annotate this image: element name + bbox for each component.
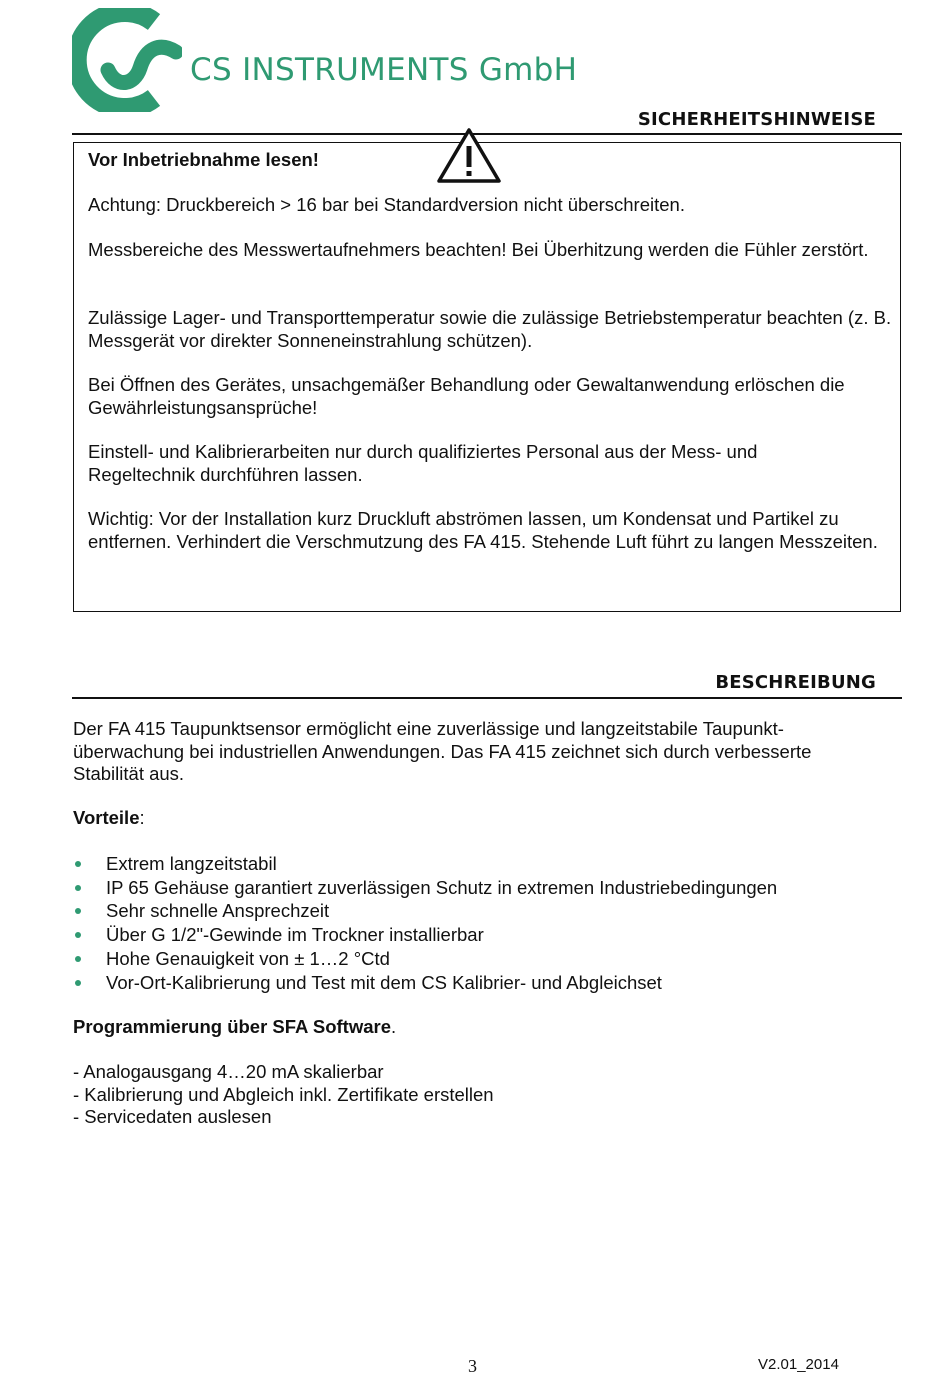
warning-triangle-icon xyxy=(436,127,502,185)
programming-heading xyxy=(73,1016,396,1039)
list-item xyxy=(73,971,777,995)
list-item-text: Vor-Ort-Kalibrierung und Test mit dem CS Kalibrier- und Abgleichset xyxy=(106,971,662,993)
programming-label: Programmierung über SFA Software xyxy=(73,1016,391,1037)
safety-heading: SICHERHEITSHINWEISE xyxy=(637,109,876,130)
safety-paragraph: Zulässige Lager- und Transporttemperatur sowie die zulässige Betriebstemperatur beachten (z. B. Messgerät vor direkter Sonneneinstrahlung schützen). xyxy=(88,307,892,351)
safety-paragraph: Wichtig: Vor der Installation kurz Druckluft abströmen lassen, um Kondensat und Partikel zu entfernen. Verhindert die Verschmutzung des FA 415. Stehende Luft führt zu langen Messzeiten. xyxy=(88,508,878,552)
description-intro: Der FA 415 Taupunktsensor ermöglicht eine zuverlässige und langzeitstabile Taupunkt-überwachung bei industriellen Anwendungen. Das FA 415 zeichnet sich durch verbesserte Stabilität aus. xyxy=(73,718,812,784)
bullet-icon xyxy=(75,908,81,914)
safety-paragraph: Bei Öffnen des Gerätes, unsachgemäßer Behandlung oder Gewaltanwendung erlöschen die Gewährleistungsansprüche! xyxy=(88,374,845,418)
company-name: CS INSTRUMENTS GmbH xyxy=(190,52,578,88)
list-item-text: Extrem langzeitstabil xyxy=(106,853,277,874)
safety-title: Vor Inbetriebnahme lesen! xyxy=(88,149,319,170)
advantages-list xyxy=(73,852,777,994)
version-label: V2.01_2014 xyxy=(758,1356,839,1373)
list-item-text: Über G 1/2"-Gewinde im Trockner installierbar xyxy=(106,924,484,946)
safety-paragraph: Achtung: Druckbereich > 16 bar bei Standardversion nicht überschreiten. xyxy=(88,194,685,215)
list-item xyxy=(73,947,777,971)
cs-logo-icon xyxy=(72,8,182,112)
list-item: - Analogausgang 4…20 mA skalierbar xyxy=(73,1061,384,1082)
bullet-icon xyxy=(75,932,81,938)
list-item xyxy=(73,899,777,923)
list-item-text: IP 65 Gehäuse garantiert zuverlässigen Schutz in extremen Industriebedingungen xyxy=(106,876,778,898)
page-number: 3 xyxy=(468,1356,477,1376)
list-item-text: Hohe Genauigkeit von ± 1…2 °Ctd xyxy=(106,947,390,969)
advantages-suffix: : xyxy=(139,807,145,828)
programming-list xyxy=(73,1061,494,1129)
bullet-icon xyxy=(75,861,81,867)
list-item xyxy=(73,852,777,876)
advantages-label: Vorteile xyxy=(73,807,140,828)
list-item: - Kalibrierung und Abgleich inkl. Zertifikate erstellen xyxy=(73,1083,494,1105)
programming-suffix: . xyxy=(391,1016,397,1037)
description-divider xyxy=(72,697,902,699)
safety-paragraph: Einstell- und Kalibrierarbeiten nur durch qualifiziertes Personal aus der Mess- und Regeltechnik durchführen lassen. xyxy=(88,441,758,485)
safety-paragraph: Messbereiche des Messwertaufnehmers beachten! Bei Überhitzung werden die Fühler zerstört. xyxy=(88,239,869,260)
advantages-heading xyxy=(73,807,145,830)
list-item: - Servicedaten auslesen xyxy=(73,1106,272,1127)
bullet-icon xyxy=(75,980,81,986)
bullet-icon xyxy=(75,885,81,891)
bullet-icon xyxy=(75,956,81,962)
list-item xyxy=(73,876,777,900)
description-heading: BESCHREIBUNG xyxy=(715,672,876,693)
list-item-text: Sehr schnelle Ansprechzeit xyxy=(106,900,330,922)
list-item xyxy=(73,923,777,947)
